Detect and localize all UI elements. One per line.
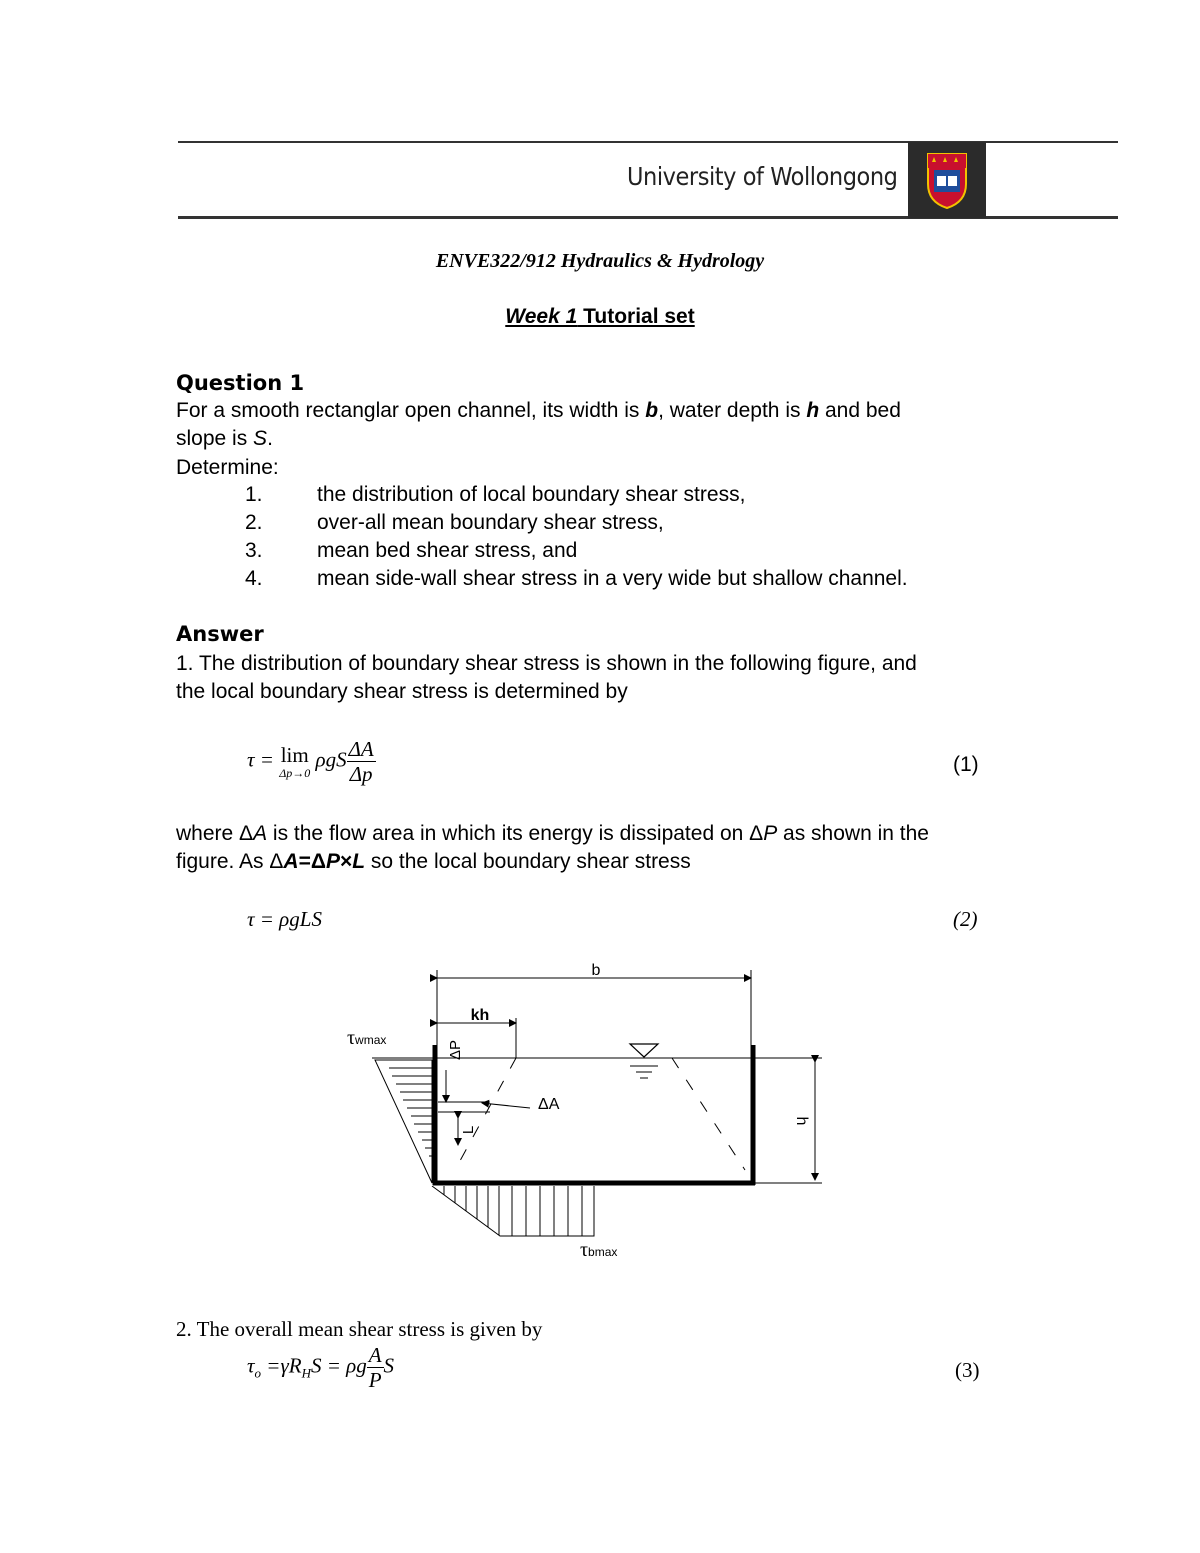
bed-shear-hatching [444, 1186, 582, 1236]
eq3-tau: τ [247, 1353, 255, 1378]
var-p: P [325, 850, 340, 873]
eq1-limit [279, 744, 310, 780]
q-text: , water depth is [658, 399, 807, 422]
label-tau-bmax [580, 1239, 617, 1261]
eq3-den: P [368, 1368, 382, 1392]
dissipation-line-right [672, 1058, 745, 1170]
eq3-end: S [383, 1353, 395, 1378]
eq1-lim: lim [280, 742, 309, 767]
eq3-rh-sub: H [301, 1365, 311, 1381]
q-text: . [267, 427, 273, 450]
university-name: University of Wollongong [627, 162, 898, 191]
var-l: L [352, 850, 366, 873]
var-h: h [806, 399, 820, 422]
f-text: figure. As Δ [176, 850, 284, 873]
tau-sub: wmax [355, 1033, 387, 1047]
list-item-number: 3. [245, 539, 263, 562]
equation-1 [247, 737, 376, 786]
q-text: For a smooth rectanglar open channel, its width is [176, 399, 646, 422]
crest-icon [908, 142, 986, 218]
f-text: × [339, 850, 353, 873]
course-title: ENVE322/912 Hydraulics & Hydrology [435, 250, 765, 272]
equation-2: τ = ρgLS [247, 907, 322, 931]
tau-sub: bmax [588, 1245, 618, 1259]
answer-line-1: 1. The distribution of boundary shear stress is shown in the following figure, and [176, 652, 917, 675]
q-text: slope is [176, 427, 254, 450]
tutorial-title-rest: Tutorial set [577, 305, 695, 328]
equation-3-label: (3) [955, 1358, 980, 1382]
label-tau-wmax [347, 1027, 386, 1049]
f-text: =Δ [298, 850, 326, 873]
list-item: the distribution of local boundary shear stress, [317, 483, 746, 506]
tutorial-week: Week 1 [505, 305, 578, 328]
w-text: as shown in the [777, 822, 929, 845]
list-item-number: 2. [245, 511, 263, 534]
list-item-number: 4. [245, 567, 263, 590]
figure-as-line [176, 848, 691, 876]
equation-1-label: (1) [953, 753, 979, 776]
question-line-2 [176, 425, 273, 453]
eq1-lim-sub: Δp→0 [279, 765, 311, 780]
w-text: is the flow area in which its energy is dissipated on Δ [267, 822, 764, 845]
eq3-fraction [367, 1343, 384, 1392]
f-text: so the local boundary shear stress [365, 850, 691, 873]
equation-2-label: (2) [953, 907, 978, 931]
tau-symbol: τ [347, 1027, 356, 1049]
eq1-den: Δp [349, 762, 373, 786]
dissipation-line-left [455, 1058, 516, 1170]
eq3-mid: =γR [261, 1353, 302, 1378]
where-line [176, 820, 929, 848]
answer-heading: Answer [176, 622, 264, 646]
water-level-icon [630, 1044, 658, 1057]
var-s: S [253, 427, 268, 450]
answer-line-2: the local boundary shear stress is determined by [176, 680, 628, 703]
list-item: mean side-wall shear stress in a very wide but shallow channel. [317, 567, 908, 590]
tutorial-title [0, 305, 1200, 329]
eq3-num: A [368, 1343, 382, 1367]
shear-stress-figure [330, 958, 870, 1268]
eq1-lhs: τ = [247, 747, 274, 772]
equation-3 [247, 1343, 394, 1392]
wall-shear-hatching [389, 1068, 432, 1156]
answer-part-2: 2. The overall mean shear stress is given by [176, 1317, 543, 1341]
eq1-num: ΔA [348, 737, 374, 761]
bed-shear-distribution [432, 1186, 594, 1236]
eq3-mid2: S = ρg [310, 1353, 367, 1378]
eq1-mid: ρgS [315, 747, 347, 772]
label-h: h [793, 1116, 810, 1126]
var-a: A [253, 822, 268, 845]
var-a: A [283, 850, 299, 873]
var-b: b [645, 399, 659, 422]
w-text: where Δ [176, 822, 254, 845]
q-text: and bed [819, 399, 901, 422]
eq3-tau-sub: o [254, 1365, 262, 1381]
question-heading: Question 1 [176, 371, 305, 395]
label-da: ΔA [538, 1096, 560, 1113]
list-item: over-all mean boundary shear stress, [317, 511, 664, 534]
var-p: P [763, 822, 778, 845]
label-b: b [591, 962, 601, 979]
tau-symbol: τ [580, 1239, 589, 1261]
list-item-number: 1. [245, 483, 263, 506]
label-dp: ΔP [447, 1039, 464, 1061]
label-l: L [460, 1125, 477, 1135]
label-kh: kh [470, 1007, 490, 1024]
list-item: mean bed shear stress, and [317, 539, 578, 562]
eq1-fraction [347, 737, 376, 786]
wall-shear-distribution [375, 1060, 432, 1183]
question-line-1 [176, 397, 901, 425]
determine-label: Determine: [176, 456, 279, 479]
university-crest-logo [908, 142, 986, 218]
